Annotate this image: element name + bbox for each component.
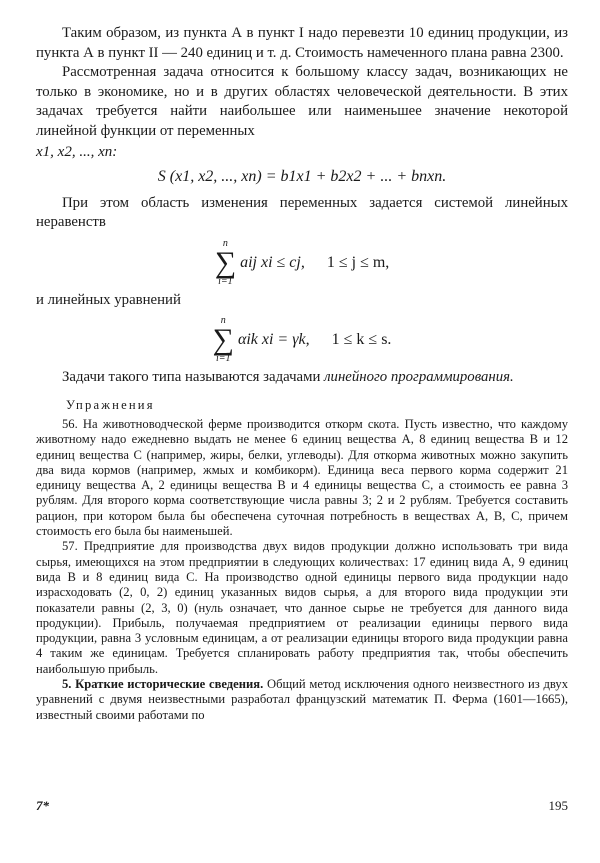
signature-mark: 7* (36, 798, 49, 813)
exercises-heading: Упражнения (66, 397, 155, 412)
equation-system (36, 316, 568, 364)
linear-function-formula: S (x1, x2, ..., xn) = b1x1 + b2x2 + ... + bnxn. (157, 167, 447, 185)
paragraph-2: Рассмотренная задача относится к большому классу задач, возникающих не только в экономике, но и в других областях человеческой деятельности. В этих задачах требуется найти наибольшее или наименьшее значение некоторой линейной функции от переменных (36, 64, 568, 139)
sum-symbol-1: n ∑ i=1 (214, 237, 237, 287)
exercise-56: 56. На животноводческой ферме производится откорм скота. Пусть известно, что каждому животному надо ежедневно выдать не менее 6 единиц вещества А, 8 единиц вещества В и 12 единиц вещества С (например, жиры, белки, углеводы). Для откорма животных можно закупить два вида кормов (например, жмых и комбикорм). Единица веса первого корма содержит 21 единицу вещества А, 2 единицы вещества В и 4 единицы вещества С, а стоимость ее равна 3 рублям. Для второго корма соответствующие числа равны 3; 2 и 2 рублям. Требуется составить рацион, при котором была бы обеспечена суточная потребность в веществах А, В, С, причем стоимость его была бы наименьшей. (36, 416, 568, 539)
paragraph-1: Таким образом, из пункта А в пункт I надо перевезти 10 единиц продукции, из пункта А в пункт II — 240 единиц и т. д. Стоимость намеченного плана равна 2300. (36, 25, 568, 61)
inequality-condition: 1 ≤ j ≤ m, (326, 253, 390, 271)
paragraph-5 (36, 368, 568, 388)
section-5-text: Общий метод исключения одного неизвестного из двух уравнений с двумя неизвестными разработал французский математик П. Ферма (1601—1665), известный своими работами по (36, 676, 568, 722)
page-footer (36, 798, 568, 814)
equation-body: αik xi = γk, (237, 331, 310, 349)
section-5-title: 5. Краткие исторические сведения. (62, 676, 264, 691)
term-linear-programming: линейного программирования. (324, 369, 514, 386)
inequality-system (36, 239, 568, 287)
variables-text: x1, x2, ..., xn: (36, 143, 118, 160)
inequality-body: aij xi ≤ cj, (240, 253, 305, 271)
paragraph-4: и линейных уравнений (36, 291, 181, 308)
page-number: 195 (548, 798, 568, 813)
section-5 (36, 677, 568, 723)
sum-symbol-2: n ∑ i=1 (212, 315, 234, 365)
equation-condition: 1 ≤ k ≤ s. (331, 331, 392, 349)
exercise-57: 57. Предприятие для производства двух видов продукции должно использовать три вида сырья, имеющихся на этом предприятии в следующих количествах: 17 единиц вида А, 9 единиц вида В и 8 единиц вида С. На производство одной единицы первого вида продукции надо израсходовать (2, 0, 2) единиц указанных видов сырья, а для второго вида продукции эти показатели равны (2, 3, 0) (нуль означает, что данное сырье не требуется для данного вида продукции). Прибыль, получаемая предприятием от реализации единицы первого вида продукции, равна 3 условным единицам, а от реализации единицы второго вида продукции равна 4 таким же единицам. Требуется спланировать работу предприятия так, чтобы обеспечить наибольшую прибыль. (36, 539, 568, 676)
variables-line (36, 142, 568, 162)
page-content (36, 24, 568, 723)
paragraph-5-text: Задачи такого типа называются задачами (62, 369, 325, 386)
paragraph-3: При этом область изменения переменных задается системой линейных неравенств (36, 194, 568, 231)
